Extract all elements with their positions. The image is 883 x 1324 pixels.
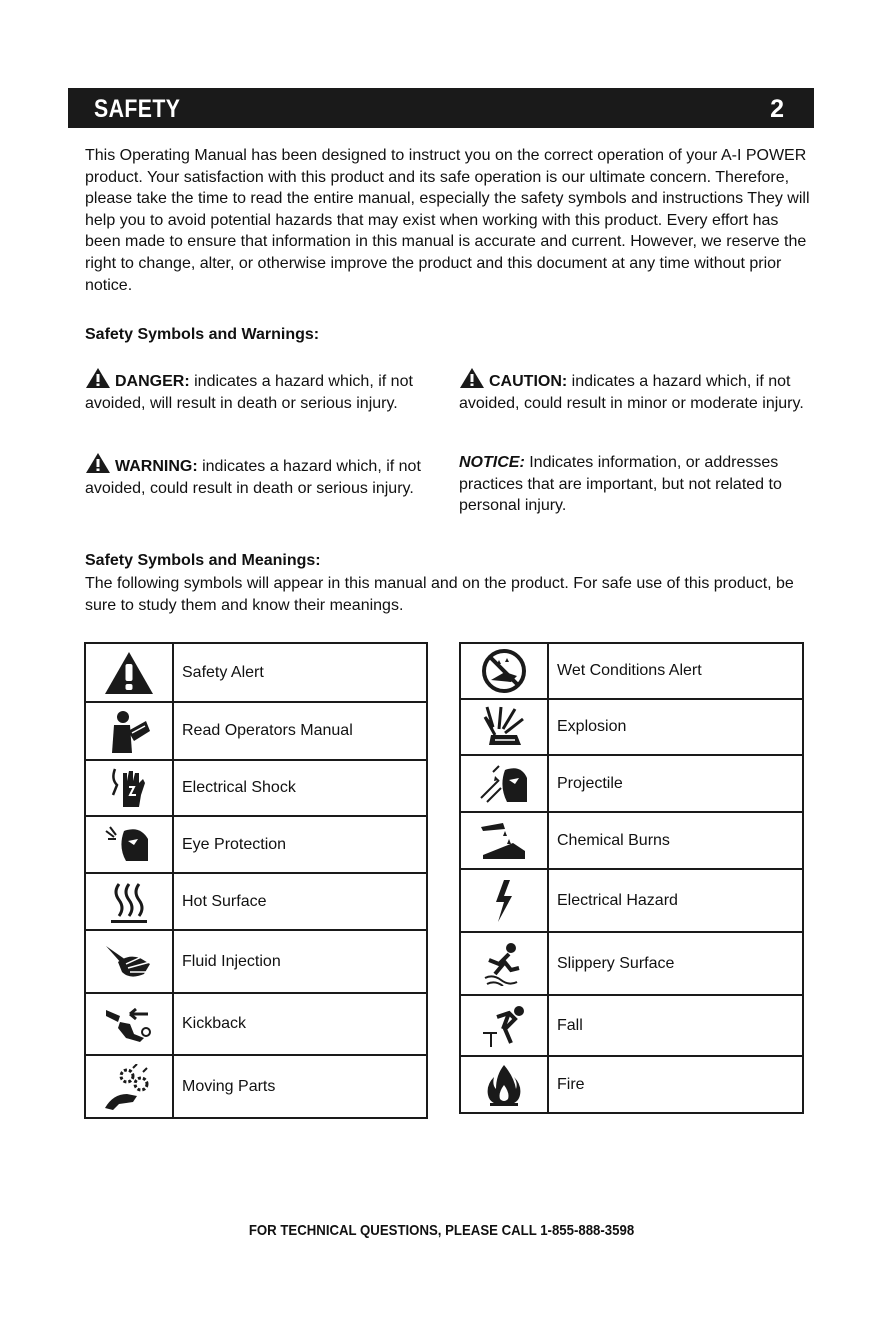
- danger-word: DANGER:: [115, 373, 190, 390]
- section-header-bar: [68, 88, 814, 128]
- moving-parts-icon: [103, 1064, 155, 1110]
- symbols-table-left: [84, 642, 428, 1119]
- explosion-icon: [481, 705, 527, 749]
- symbols-table-right: [459, 642, 804, 1114]
- symbol-label: Kickback: [182, 1015, 247, 1032]
- symbol-label: Slippery Surface: [557, 954, 675, 972]
- symbol-label: Fluid Injection: [182, 952, 281, 970]
- symbol-label: Wet Conditions Alert: [557, 662, 702, 679]
- danger-definition: [85, 367, 430, 414]
- caution-text: indicates a hazard which, if not avoided, could result in minor or moderate injury.: [459, 373, 804, 412]
- safety-alert-icon: [103, 650, 155, 696]
- safety-alert-icon: [85, 452, 111, 474]
- chemical-burns-icon: [479, 821, 529, 861]
- symbol-row: [86, 817, 426, 874]
- hot-surface-icon: [109, 880, 149, 924]
- symbol-row: [86, 761, 426, 817]
- symbol-label: Hot Surface: [182, 892, 267, 910]
- symbol-row: [86, 1056, 426, 1117]
- section-title: SAFETY: [94, 95, 181, 123]
- symbol-label: Moving Parts: [182, 1077, 276, 1095]
- fall-icon: [481, 1003, 527, 1049]
- intro-paragraph: This Operating Manual has been designed to instruct you on the correct operation of your A-I POWER product. Your satisfaction with this product and its safe operation is our ultimate concern. Therefore, please take the time to read the entire manual, especially the safety symbols and instructions They will help you to avoid potential hazards that may exist when working with this product. Every effort has been made to ensure that information in this manual is accurate and current. However, we reserve the right to change, alter, or otherwise improve the product and this document at any time without prior notice.: [85, 147, 810, 294]
- symbol-row: [461, 933, 802, 996]
- notice-word: NOTICE:: [459, 454, 525, 471]
- symbol-row: [461, 1057, 802, 1112]
- symbol-row: [86, 874, 426, 931]
- danger-text: indicates a hazard which, if not avoided, will result in death or serious injury.: [85, 373, 413, 412]
- symbol-label: Fall: [557, 1016, 583, 1034]
- warnings-heading: Safety Symbols and Warnings:: [85, 326, 320, 343]
- meanings-heading: Safety Symbols and Meanings:: [85, 552, 321, 569]
- warning-definition: [85, 452, 430, 499]
- symbol-label: Read Operators Manual: [182, 722, 353, 739]
- fluid-injection-icon: [104, 942, 154, 982]
- kickback-icon: [104, 1004, 154, 1044]
- electrical-shock-icon: [109, 765, 149, 811]
- symbol-row: [86, 994, 426, 1056]
- symbol-row: [461, 644, 802, 700]
- notice-definition: [459, 452, 804, 517]
- slippery-surface-icon: [481, 942, 527, 986]
- symbol-label: Explosion: [557, 718, 627, 735]
- projectile-icon: [479, 762, 529, 806]
- symbol-row: [86, 931, 426, 994]
- page-number: 2: [770, 95, 784, 123]
- symbol-label: Fire: [557, 1075, 585, 1093]
- symbol-label: Safety Alert: [182, 663, 264, 681]
- warning-text: indicates a hazard which, if not avoided, could result in death or serious injury.: [85, 458, 421, 497]
- symbol-row: [461, 700, 802, 756]
- footer-contact: FOR TECHNICAL QUESTIONS, PLEASE CALL 1-855-888-3598: [248, 1222, 635, 1239]
- warning-word: WARNING:: [115, 458, 198, 475]
- symbol-label: Electrical Shock: [182, 779, 296, 796]
- symbol-row: [461, 756, 802, 813]
- read-manual-icon: [106, 709, 152, 753]
- symbol-label: Chemical Burns: [557, 831, 670, 849]
- symbol-label: Eye Protection: [182, 835, 287, 853]
- electrical-hazard-icon: [490, 878, 518, 924]
- notice-text: Indicates information, or addresses practices that are important, but not related to personal injury.: [459, 454, 782, 514]
- symbol-label: Projectile: [557, 774, 623, 792]
- symbol-row: [461, 870, 802, 933]
- meanings-description: The following symbols will appear in this manual and on the product. For safe use of this product, be sure to study them and know their meanings.: [85, 575, 794, 614]
- symbol-row: [86, 644, 426, 703]
- symbol-row: [86, 703, 426, 761]
- wet-conditions-icon: [481, 648, 527, 694]
- symbol-row: [461, 813, 802, 870]
- symbol-label: Electrical Hazard: [557, 891, 678, 909]
- safety-alert-icon: [85, 367, 111, 389]
- safety-alert-icon: [459, 367, 485, 389]
- eye-protection-icon: [104, 825, 154, 865]
- caution-definition: [459, 367, 804, 414]
- fire-icon: [484, 1063, 524, 1107]
- caution-word: CAUTION:: [489, 373, 568, 390]
- symbol-row: [461, 996, 802, 1057]
